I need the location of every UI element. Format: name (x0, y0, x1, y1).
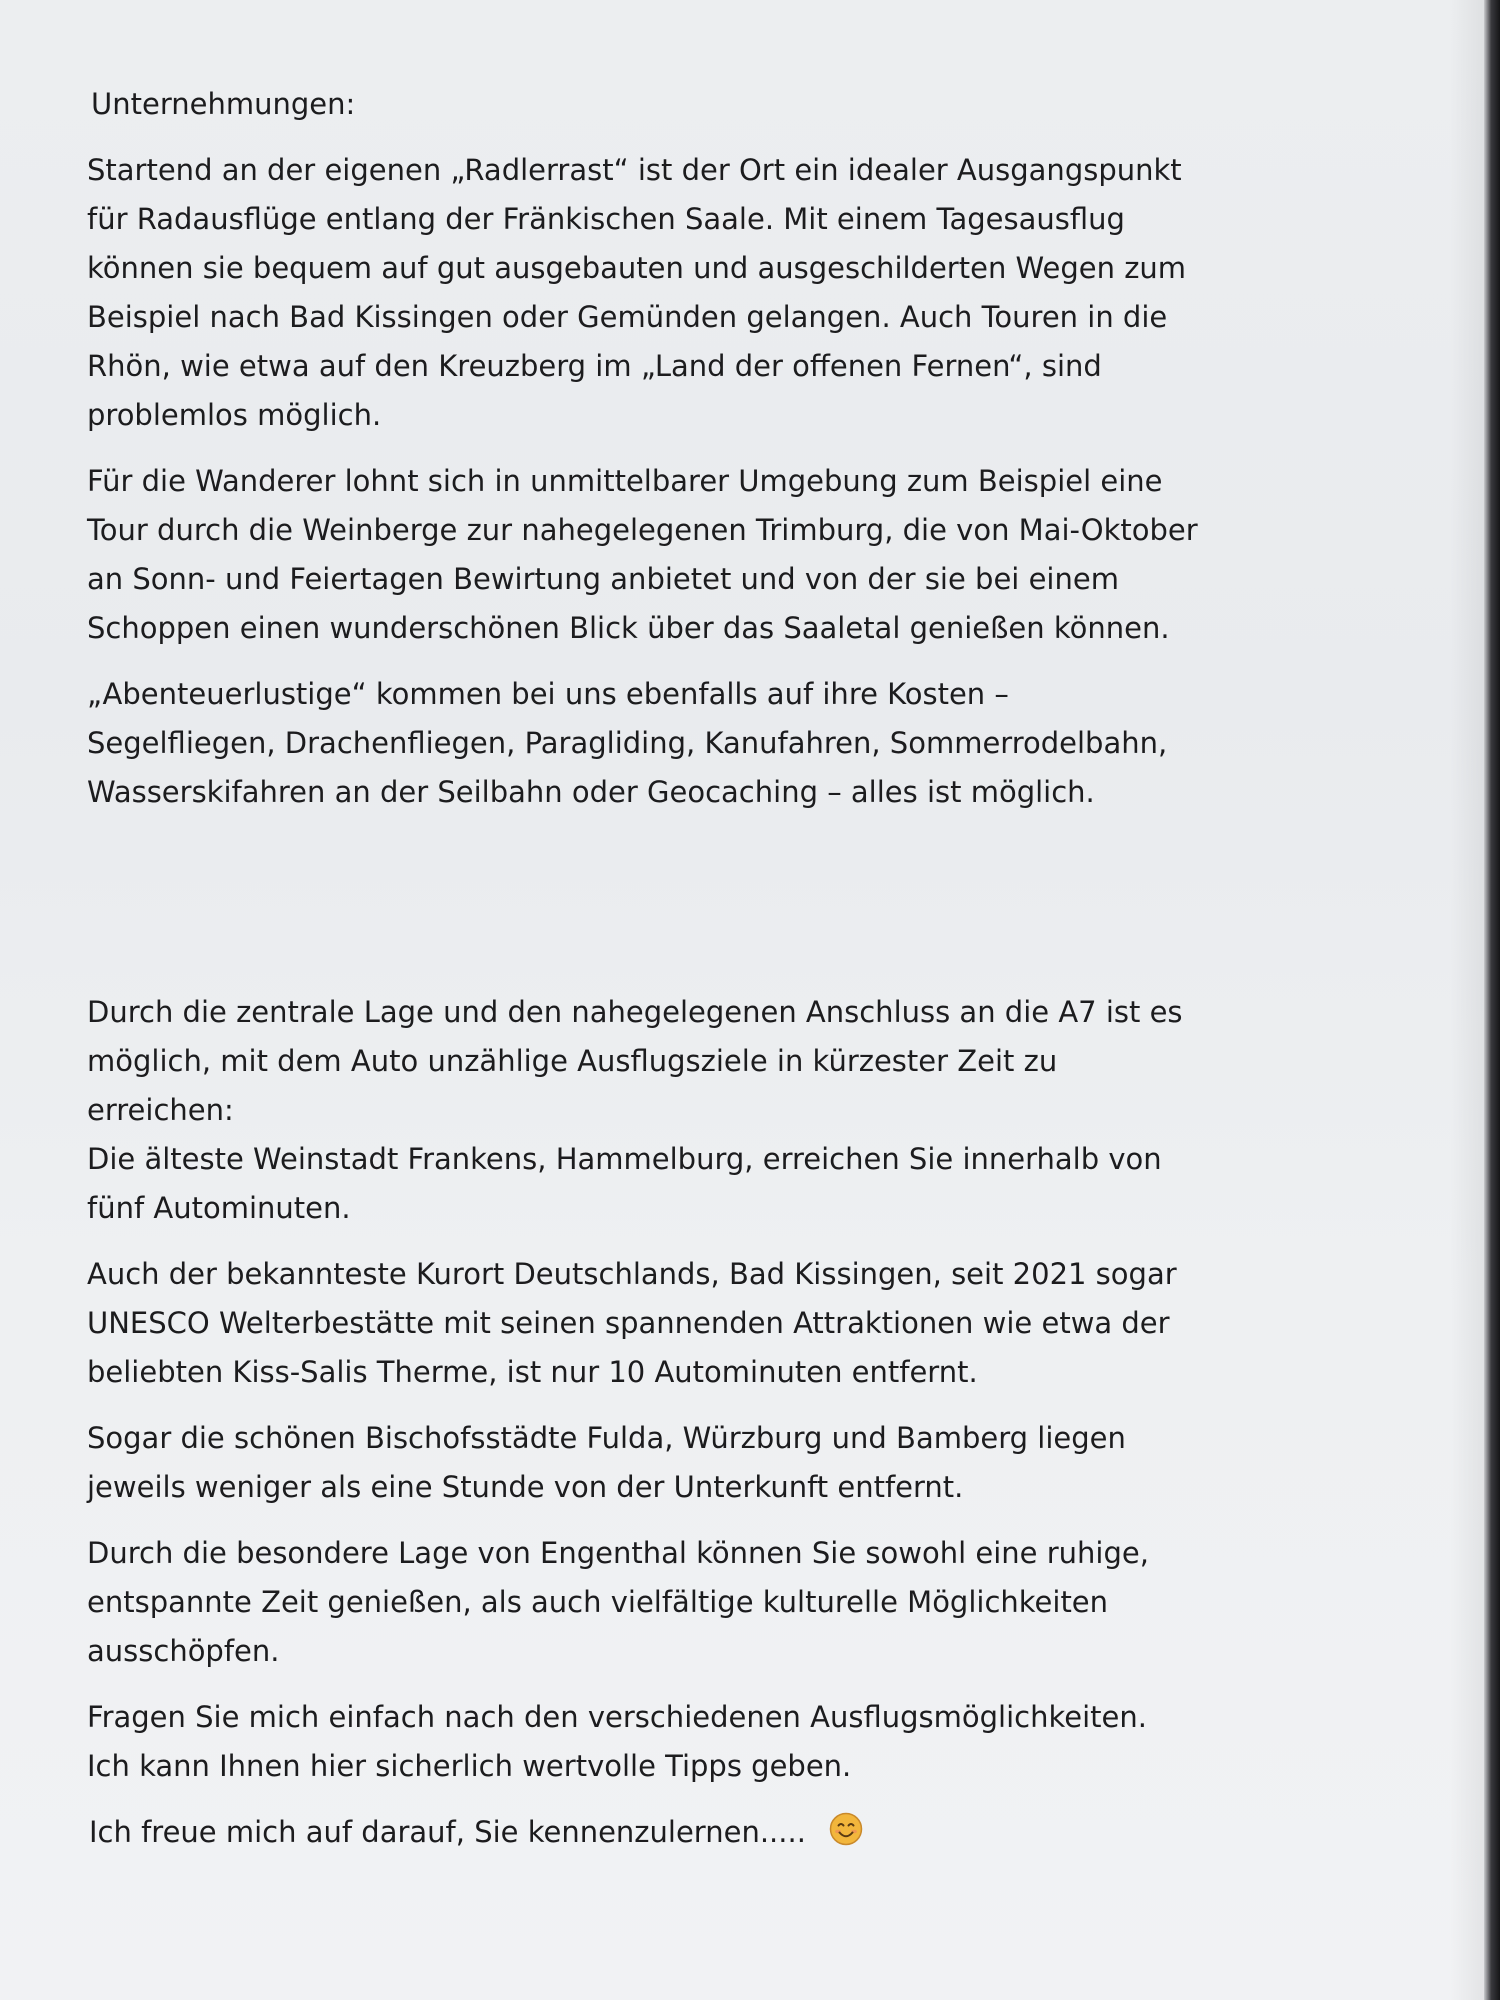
text-line: Wasserskifahren an der Seilbahn oder Geocaching – alles ist möglich. (87, 775, 1095, 809)
paragraph-location (87, 988, 1367, 1233)
smiling-face-icon (829, 1812, 863, 1846)
text-line: Auch der bekannteste Kurort Deutschlands, Bad Kissingen, seit 2021 sogar (87, 1257, 1177, 1291)
text-line: Rhön, wie etwa auf den Kreuzberg im „Land der offenen Fernen“, sind (87, 349, 1102, 383)
text-line: für Radausflüge entlang der Fränkischen Saale. Mit einem Tagesausflug (87, 202, 1125, 236)
text-line: Beispiel nach Bad Kissingen oder Gemünden gelangen. Auch Touren in die (87, 300, 1168, 334)
paragraph-hiking (87, 457, 1367, 653)
text-line: „Abenteuerlustige“ kommen bei uns ebenfalls auf ihre Kosten – (87, 677, 1009, 711)
text-line: Durch die zentrale Lage und den nahegelegenen Anschluss an die A7 ist es (87, 995, 1183, 1029)
text-line: Startend an der eigenen „Radlerrast“ ist der Ort ein idealer Ausgangspunkt (87, 153, 1182, 187)
paragraph-cycling (87, 146, 1367, 440)
text-line: entspannte Zeit genießen, als auch vielfältige kulturelle Möglichkeiten (87, 1585, 1109, 1619)
paragraph-tips (87, 1693, 1367, 1791)
paragraph-adventure (87, 670, 1367, 817)
text-line: UNESCO Welterbestätte mit seinen spannenden Attraktionen wie etwa der (87, 1306, 1170, 1340)
page-edge-shadow (1484, 0, 1500, 2000)
text-line: Sogar die schönen Bischofsstädte Fulda, Würzburg und Bamberg liegen (87, 1421, 1126, 1455)
blank-space (87, 817, 1367, 988)
paragraph-bishop-cities (87, 1414, 1367, 1512)
text-line: Tour durch die Weinberge zur nahegelegenen Trimburg, die von Mai-Oktober (87, 513, 1198, 547)
text-line: problemlos möglich. (87, 398, 382, 432)
text-line: erreichen: (87, 1093, 234, 1127)
text-line: können sie bequem auf gut ausgebauten und ausgeschilderten Wegen zum (87, 251, 1187, 285)
text-line: Ich kann Ihnen hier sicherlich wertvolle Tipps geben. (87, 1749, 852, 1783)
paragraph-bad-kissingen (87, 1250, 1367, 1397)
text-line: Fragen Sie mich einfach nach den verschiedenen Ausflugsmöglichkeiten. (87, 1700, 1147, 1734)
text-line: Durch die besondere Lage von Engenthal können Sie sowohl eine ruhige, (87, 1536, 1149, 1570)
text-line: Segelfliegen, Drachenfliegen, Paragliding, Kanufahren, Sommerrodelbahn, (87, 726, 1168, 760)
paragraph-engenthal (87, 1529, 1367, 1676)
text-line: ausschöpfen. (87, 1634, 280, 1668)
text-line: fünf Autominuten. (87, 1191, 351, 1225)
document-body (87, 80, 1367, 1857)
text-line: Schoppen einen wunderschönen Blick über das Saaletal genießen können. (87, 611, 1170, 645)
section-heading: Unternehmungen: (91, 87, 356, 121)
text-line: an Sonn- und Feiertagen Bewirtung anbietet und von der sie bei einem (87, 562, 1119, 596)
text-line: jeweils weniger als eine Stunde von der Unterkunft entfernt. (87, 1470, 964, 1504)
text-line: möglich, mit dem Auto unzählige Ausflugsziele in kürzester Zeit zu (87, 1044, 1058, 1078)
closing-line (89, 1808, 1367, 1857)
text-line: beliebten Kiss-Salis Therme, ist nur 10 Autominuten entfernt. (87, 1355, 978, 1389)
text-line: Die älteste Weinstadt Frankens, Hammelburg, erreichen Sie innerhalb von (87, 1142, 1162, 1176)
text-line: Für die Wanderer lohnt sich in unmittelbarer Umgebung zum Beispiel eine (87, 464, 1163, 498)
closing-text: Ich freue mich auf darauf, Sie kennenzulernen..... (89, 1815, 806, 1849)
